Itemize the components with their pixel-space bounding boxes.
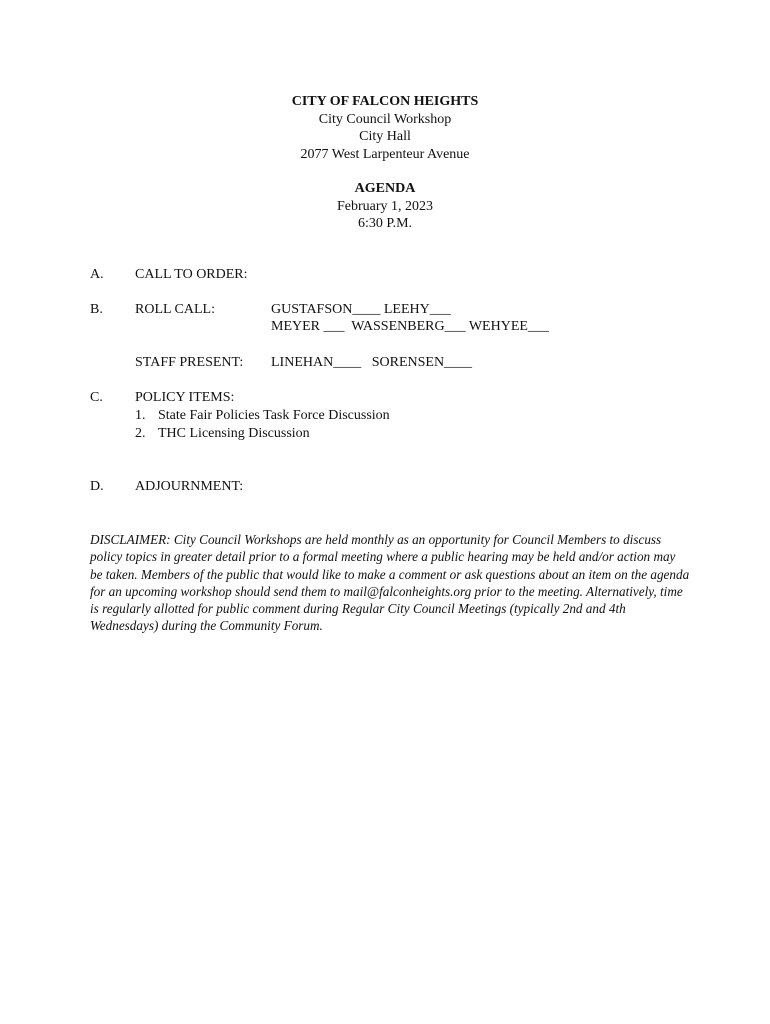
subitem-number: 2. bbox=[135, 426, 146, 441]
staff-present-value: LINEHAN____ SORENSEN____ bbox=[271, 355, 473, 370]
meeting-location: City Hall bbox=[359, 129, 411, 144]
agenda-date: February 1, 2023 bbox=[336, 198, 434, 214]
roll-call-line-2: MEYER ___ WASSENBERG___ WEHYEE___ bbox=[271, 319, 549, 334]
subitem-text: State Fair Policies Task Force Discussion bbox=[158, 408, 390, 423]
agenda-time: 6:30 P.M. bbox=[357, 216, 413, 231]
item-letter: B. bbox=[90, 302, 103, 317]
city-name: CITY OF FALCON HEIGHTS bbox=[291, 94, 479, 109]
agenda-title: AGENDA bbox=[354, 181, 416, 196]
meeting-type: City Council Workshop bbox=[318, 111, 452, 127]
disclaimer-text: DISCLAIMER: City Council Workshops are held monthly as an opportunity for Council Members to discuss policy topics in greater detail prior to a formal meeting where a public hearing may be held and/or action may be taken. Members of the public that would like to make a comment or ask questions about an item on the agenda for an upcoming workshop should send them to mail@falconheights.org prior to the meeting. Alternatively, time is regularly allotted for public comment during Regular City Council Meetings (typically 2nd and 4th Wednesdays) during the Community Forum. bbox=[90, 532, 690, 634]
roll-call-line-1: GUSTAFSON____ LEEHY___ bbox=[271, 302, 451, 317]
item-label: POLICY ITEMS: bbox=[135, 390, 235, 405]
subitem-number: 1. bbox=[135, 408, 146, 423]
item-label: ROLL CALL: bbox=[135, 302, 215, 317]
item-label: CALL TO ORDER: bbox=[135, 267, 248, 282]
staff-present-label: STAFF PRESENT: bbox=[135, 355, 244, 370]
item-letter: C. bbox=[90, 390, 103, 405]
meeting-address: 2077 West Larpenteur Avenue bbox=[300, 146, 470, 162]
subitem-text: THC Licensing Discussion bbox=[158, 426, 310, 441]
item-label: ADJOURNMENT: bbox=[135, 479, 244, 494]
agenda-heading bbox=[0, 180, 770, 233]
document-header bbox=[0, 93, 770, 163]
item-letter: A. bbox=[90, 267, 104, 282]
item-letter: D. bbox=[90, 479, 104, 494]
